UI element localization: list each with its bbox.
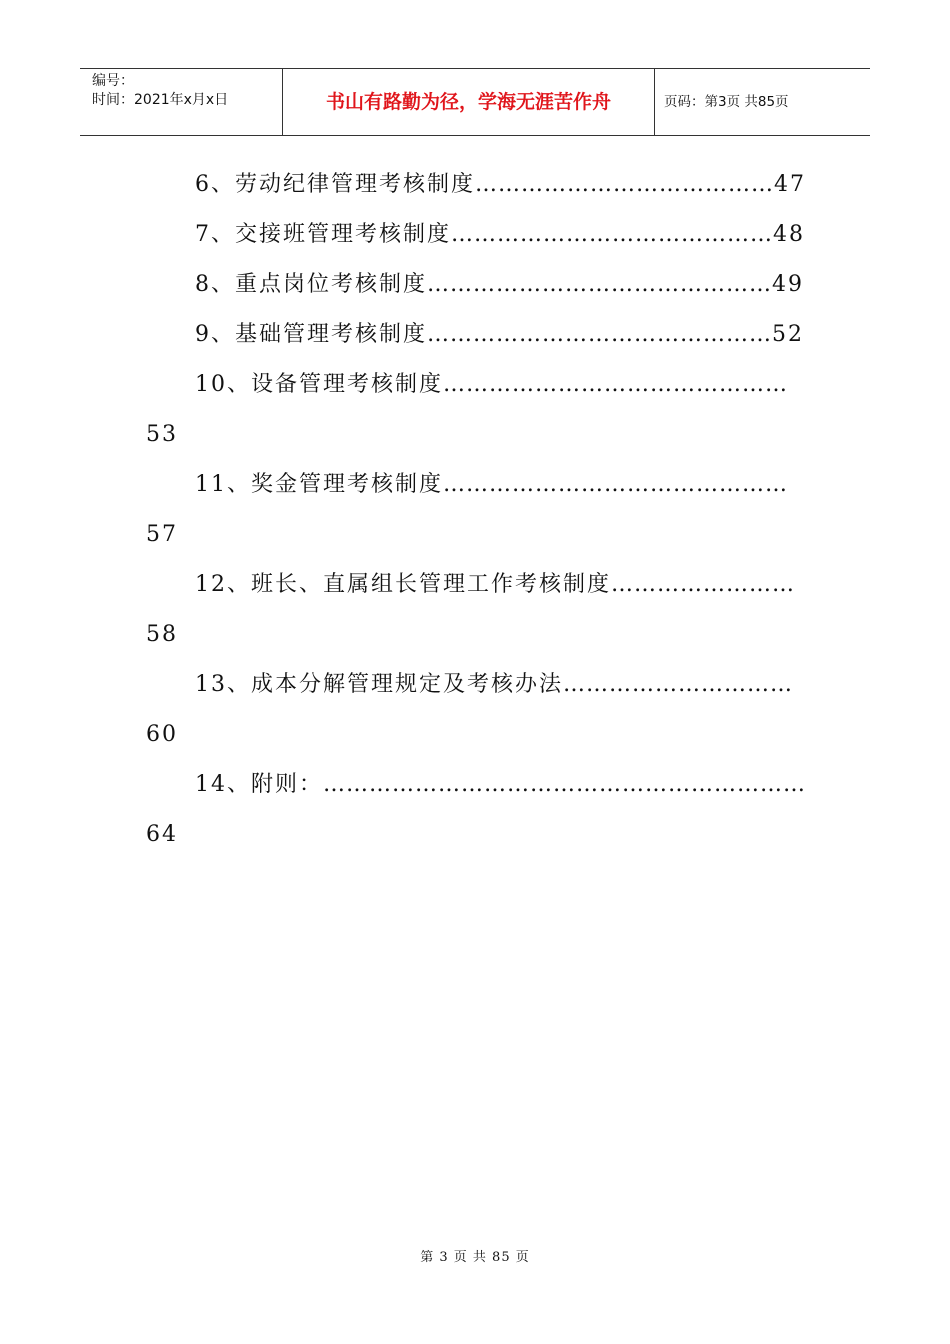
toc-leader-dots: ………………………………… [475, 172, 774, 197]
document-number-label: 编号： [92, 73, 134, 89]
toc-item-label: 9、基础管理考核制度 [195, 322, 427, 347]
toc-leader-dots: ……………………………………… [427, 272, 772, 297]
toc-leader-dots: ……………………………………… [427, 322, 772, 347]
toc-item-page: 53 [146, 422, 178, 447]
toc-item-label: 6、劳动纪律管理考核制度 [195, 172, 475, 197]
page-footer: 第 3 页 共 85 页 [420, 1250, 530, 1265]
toc-item [195, 770, 806, 800]
page-header [80, 68, 870, 136]
toc-leader-dots: ……………………………………… [443, 372, 788, 397]
toc-item-label: 10、设备管理考核制度 [195, 372, 443, 397]
toc-item-label: 12、班长、直属组长管理工作考核制度 [195, 572, 611, 597]
toc-item-page: 49 [772, 272, 804, 297]
toc-item-page: 48 [773, 222, 805, 247]
toc-item-page: 47 [774, 172, 806, 197]
document-date-label: 时间：2021年x月x日 [92, 92, 229, 108]
toc-item [195, 170, 806, 200]
toc-item-label: 8、重点岗位考核制度 [195, 272, 427, 297]
toc-leader-dots: …………………… [611, 572, 795, 597]
toc-item-page: 58 [146, 622, 178, 647]
toc-item-page: 60 [146, 722, 178, 747]
header-motto: 书山有路勤为径，学海无涯苦作舟 [282, 69, 655, 135]
toc-item-page: 57 [146, 522, 178, 547]
toc-item-page: 64 [146, 822, 178, 847]
header-page-info: 页码：第3页 共85页 [664, 94, 789, 110]
toc-item-page: 52 [772, 322, 804, 347]
toc-leader-dots: ……………………………………………………… [323, 772, 806, 797]
toc-item-label: 11、奖金管理考核制度 [195, 472, 443, 497]
toc-item-label: 14、附则： [195, 772, 323, 797]
toc-item-label: 13、成本分解管理规定及考核办法 [195, 672, 563, 697]
toc-item [195, 370, 788, 400]
toc-item [195, 470, 788, 500]
toc-leader-dots: …………………………………… [451, 222, 773, 247]
toc-item [195, 270, 804, 300]
toc-item [195, 220, 805, 250]
toc-item [195, 670, 793, 700]
toc-item-label: 7、交接班管理考核制度 [195, 222, 451, 247]
toc-item [195, 320, 804, 350]
header-meta [80, 69, 282, 135]
toc-leader-dots: ……………………………………… [443, 472, 788, 497]
toc-item [195, 570, 795, 600]
toc-leader-dots: ………………………… [563, 672, 793, 697]
